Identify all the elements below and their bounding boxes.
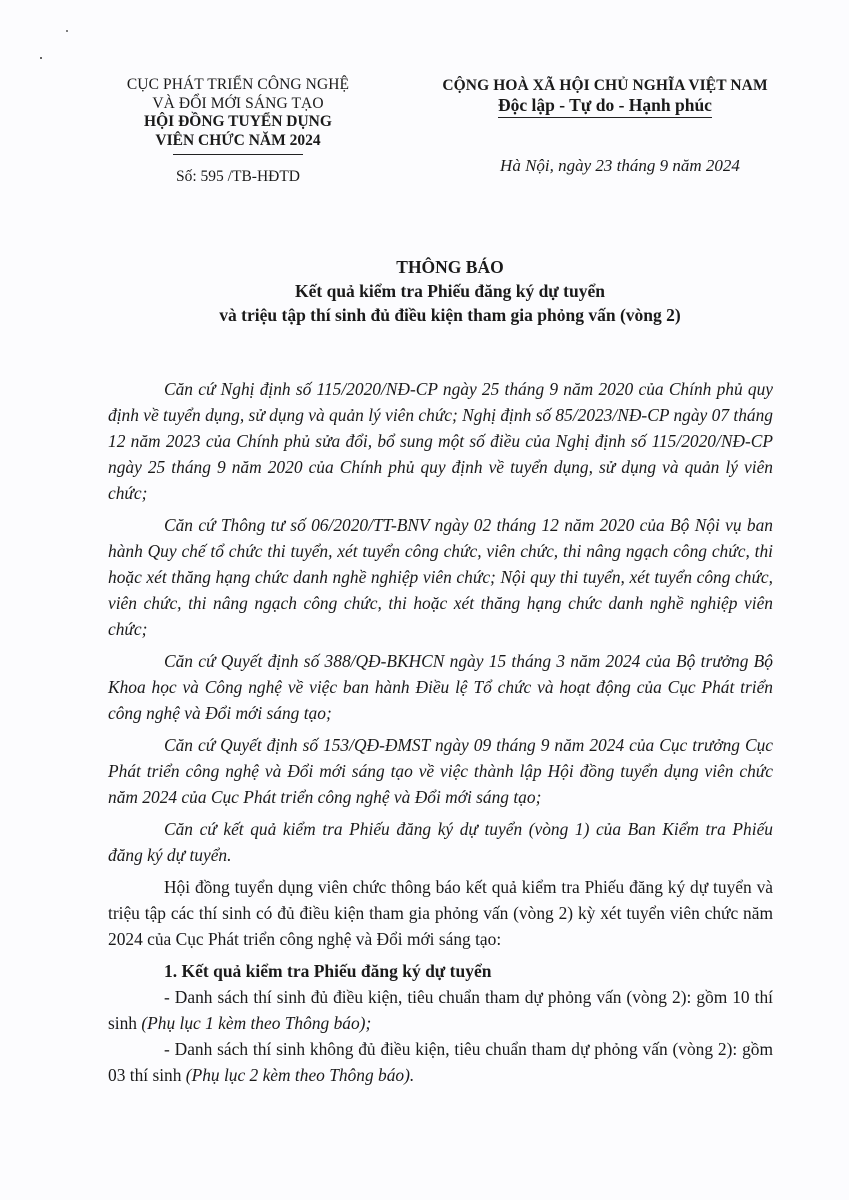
notice-title-block: [100, 255, 800, 327]
legal-basis-1: Căn cứ Nghị định số 115/2020/NĐ-CP ngày 25 tháng 9 năm 2020 của Chính phủ quy định về tuyển dụng, sử dụng và quản lý viên chức; Nghị định số 85/2023/NĐ-CP ngày 07 tháng 12 năm 2023 của Chính phủ sửa đổi, bổ sung một số điều của Nghị định số 115/2020/NĐ-CP ngày 25 tháng 9 năm 2020 của Chính phủ quy định về tuyển dụng, sử dụng và quản lý viên chức;: [108, 379, 773, 503]
national-motto: Độc lập - Tự do - Hạnh phúc: [498, 95, 712, 118]
issuing-agency-block: [108, 76, 368, 187]
item-appendix-note: (Phụ lục 2 kèm theo Thông báo).: [185, 1065, 415, 1085]
header-divider: [173, 154, 303, 155]
item-text: - Danh sách thí sinh không đủ điều kiện, tiêu chuẩn tham dự phỏng vấn (vòng 2): gồm 03 thí sinh: [108, 1039, 773, 1085]
legal-basis-2: Căn cứ Thông tư số 06/2020/TT-BNV ngày 02 tháng 12 năm 2020 của Bộ Nội vụ ban hành Quy chế tổ chức thi tuyển, xét tuyển công chức, viên chức, thi nâng ngạch công chức, thi hoặc xét thăng hạng chức danh nghề nghiệp viên chức; Nội quy thi tuyển, xét tuyển công chức, viên chức, thi nâng ngạch công chức, thi hoặc xét thăng hạng chức danh nghề nghiệp viên chức;: [108, 515, 773, 639]
scan-speck: [40, 57, 42, 59]
council-name-line2: VIÊN CHỨC NĂM 2024: [155, 131, 321, 149]
national-header-block: [400, 76, 810, 176]
legal-basis-4: Căn cứ Quyết định số 153/QĐ-ĐMST ngày 09 tháng 9 năm 2024 của Cục trưởng Cục Phát triển công nghệ và Đổi mới sáng tạo về việc thành lập Hội đồng tuyển dụng viên chức năm 2024 của Cục Phát triển công nghệ và Đổi mới sáng tạo;: [108, 735, 773, 807]
document-number: Số: 595 /TB-HĐTD: [176, 168, 300, 185]
section-1-item-eligible: [108, 984, 773, 1036]
notice-subtitle-line1: Kết quả kiểm tra Phiếu đăng ký dự tuyển: [295, 281, 605, 301]
legal-basis-3: Căn cứ Quyết định số 388/QĐ-BKHCN ngày 15 tháng 3 năm 2024 của Bộ trưởng Bộ Khoa học và Công nghệ về việc ban hành Điều lệ Tổ chức và hoạt động của Cục Phát triển công nghệ và Đổi mới sáng tạo;: [108, 651, 773, 723]
agency-name-line1: CỤC PHÁT TRIỂN CÔNG NGHỆ: [126, 76, 350, 93]
legal-basis-5: Căn cứ kết quả kiểm tra Phiếu đăng ký dự tuyển (vòng 1) của Ban Kiểm tra Phiếu đăng ký dự tuyển.: [108, 819, 773, 865]
section-1-heading: 1. Kết quả kiểm tra Phiếu đăng ký dự tuyển: [164, 961, 492, 981]
notice-body: [108, 376, 773, 1088]
scan-speck: [66, 30, 68, 32]
notice-heading: THÔNG BÁO: [396, 257, 504, 277]
notice-subtitle-line2: và triệu tập thí sinh đủ điều kiện tham gia phỏng vấn (vòng 2): [219, 305, 681, 325]
national-title: CỘNG HOÀ XÃ HỘI CHỦ NGHĨA VIỆT NAM: [442, 77, 768, 94]
item-text: - Danh sách thí sinh đủ điều kiện, tiêu chuẩn tham dự phỏng vấn (vòng 2): gồm 10 thí sinh: [108, 987, 773, 1033]
intro-paragraph: Hội đồng tuyển dụng viên chức thông báo kết quả kiểm tra Phiếu đăng ký dự tuyển và triệu tập các thí sinh có đủ điều kiện tham gia phỏng vấn (vòng 2) kỳ xét tuyển viên chức năm 2024 của Cục Phát triển công nghệ và Đổi mới sáng tạo:: [108, 877, 773, 949]
agency-name-line2: VÀ ĐỔI MỚI SÁNG TẠO: [152, 94, 324, 112]
council-name-line1: HỘI ĐỒNG TUYỂN DỤNG: [144, 113, 332, 130]
section-1-item-ineligible: [108, 1036, 773, 1088]
item-appendix-note: (Phụ lục 1 kèm theo Thông báo);: [141, 1013, 372, 1033]
place-and-date: Hà Nội, ngày 23 tháng 9 năm 2024: [500, 156, 740, 175]
